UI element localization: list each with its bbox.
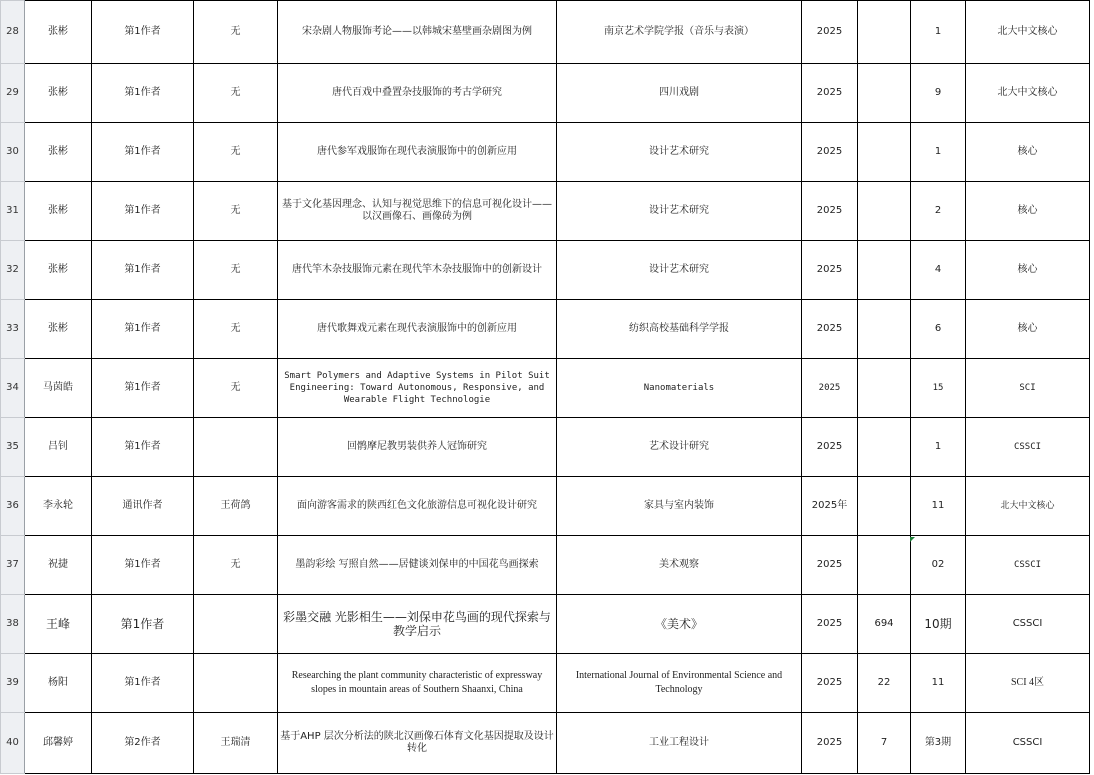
author-cell[interactable]: 吕钊 — [25, 418, 92, 477]
journal-cell[interactable]: Nanomaterials — [557, 359, 802, 418]
author-role-cell[interactable]: 第1作者 — [92, 64, 194, 123]
paper-title-cell[interactable]: 面向游客需求的陕西红色文化旅游信息可视化设计研究 — [278, 477, 557, 536]
issue-cell[interactable]: 15 — [911, 359, 966, 418]
issue-cell[interactable]: 9 — [911, 64, 966, 123]
table-row — [1, 300, 1090, 359]
volume-cell[interactable] — [858, 300, 911, 359]
table-row — [1, 477, 1090, 536]
row-number[interactable]: 30 — [1, 123, 25, 182]
paper-title-cell[interactable]: 彩墨交融 光影相生——刘保申花鸟画的现代探索与教学启示 — [278, 595, 557, 654]
issue-cell[interactable]: 2 — [911, 182, 966, 241]
index-level-cell[interactable]: 核心 — [966, 123, 1090, 182]
author-cell[interactable]: 杨阳 — [25, 654, 92, 713]
index-level-cell[interactable]: SCI — [966, 359, 1090, 418]
table-row — [1, 1, 1090, 64]
paper-title-cell[interactable]: 唐代竿木杂技服饰元素在现代竿木杂技服饰中的创新设计 — [278, 241, 557, 300]
row-number[interactable]: 36 — [1, 477, 25, 536]
volume-cell[interactable] — [858, 359, 911, 418]
issue-cell[interactable]: 1 — [911, 1, 966, 64]
table-row — [1, 654, 1090, 713]
volume-cell[interactable] — [858, 536, 911, 595]
author-cell[interactable]: 张彬 — [25, 300, 92, 359]
author-role-cell[interactable]: 第1作者 — [92, 300, 194, 359]
corresponding-author-cell[interactable]: 无 — [194, 300, 278, 359]
author-role-cell[interactable]: 第1作者 — [92, 1, 194, 64]
journal-cell[interactable]: 美术观察 — [557, 536, 802, 595]
corresponding-author-cell[interactable]: 无 — [194, 182, 278, 241]
row-number[interactable]: 38 — [1, 595, 25, 654]
corresponding-author-cell[interactable]: 王瑞清 — [194, 713, 278, 774]
author-cell[interactable]: 祝捷 — [25, 536, 92, 595]
row-number[interactable]: 40 — [1, 713, 25, 774]
row-number[interactable]: 33 — [1, 300, 25, 359]
issue-cell[interactable]: 1 — [911, 123, 966, 182]
issue-cell[interactable]: 1 — [911, 418, 966, 477]
year-cell[interactable]: 2025 — [802, 300, 858, 359]
table-row — [1, 182, 1090, 241]
index-level-cell[interactable]: SCI 4区 — [966, 654, 1090, 713]
issue-cell[interactable]: 第3期 — [911, 713, 966, 774]
author-role-cell[interactable]: 第1作者 — [92, 654, 194, 713]
year-cell[interactable]: 2025 — [802, 595, 858, 654]
issue-cell[interactable]: 11 — [911, 477, 966, 536]
row-number[interactable]: 39 — [1, 654, 25, 713]
corresponding-author-cell[interactable]: 无 — [194, 123, 278, 182]
corresponding-author-cell[interactable] — [194, 595, 278, 654]
author-cell[interactable]: 邱馨婷 — [25, 713, 92, 774]
index-level-cell[interactable]: 北大中文核心 — [966, 477, 1090, 536]
author-role-cell[interactable]: 第1作者 — [92, 418, 194, 477]
corresponding-author-cell[interactable]: 无 — [194, 536, 278, 595]
paper-title-cell[interactable]: Researching the plant community characteristic of expressway slopes in mountain areas of Southern Shaanxi, China — [278, 654, 557, 713]
journal-cell[interactable]: 南京艺术学院学报（音乐与表演） — [557, 1, 802, 64]
row-number[interactable]: 35 — [1, 418, 25, 477]
corresponding-author-cell[interactable] — [194, 418, 278, 477]
table-row — [1, 64, 1090, 123]
journal-cell[interactable]: 四川戏剧 — [557, 64, 802, 123]
paper-title-cell[interactable]: 唐代参军戏服饰在现代表演服饰中的创新应用 — [278, 123, 557, 182]
volume-cell[interactable] — [858, 1, 911, 64]
paper-title-cell[interactable]: 宋杂剧人物服饰考论——以韩城宋墓壁画杂剧图为例 — [278, 1, 557, 64]
author-role-cell[interactable]: 第1作者 — [92, 595, 194, 654]
journal-cell[interactable]: 纺织高校基础科学学报 — [557, 300, 802, 359]
corresponding-author-cell[interactable]: 无 — [194, 64, 278, 123]
corresponding-author-cell[interactable]: 无 — [194, 359, 278, 418]
journal-cell[interactable]: 艺术设计研究 — [557, 418, 802, 477]
issue-cell[interactable]: 6 — [911, 300, 966, 359]
volume-cell[interactable]: 7 — [858, 713, 911, 774]
author-role-cell[interactable]: 通讯作者 — [92, 477, 194, 536]
table-row — [1, 713, 1090, 774]
table-row — [1, 359, 1090, 418]
author-cell[interactable]: 张彬 — [25, 64, 92, 123]
row-number[interactable]: 31 — [1, 182, 25, 241]
index-level-cell[interactable]: 核心 — [966, 182, 1090, 241]
table-row — [1, 123, 1090, 182]
author-cell[interactable]: 张彬 — [25, 182, 92, 241]
volume-cell[interactable] — [858, 477, 911, 536]
row-number[interactable]: 37 — [1, 536, 25, 595]
issue-cell[interactable]: 02 — [911, 536, 966, 595]
volume-cell[interactable] — [858, 418, 911, 477]
volume-cell[interactable]: 22 — [858, 654, 911, 713]
author-role-cell[interactable]: 第1作者 — [92, 182, 194, 241]
issue-cell[interactable]: 10期 — [911, 595, 966, 654]
volume-cell[interactable] — [858, 241, 911, 300]
paper-title-cell[interactable]: 墨韵彩绘 写照自然——居健谈刘保申的中国花鸟画探索 — [278, 536, 557, 595]
volume-cell[interactable]: 694 — [858, 595, 911, 654]
table-row — [1, 418, 1090, 477]
journal-cell[interactable]: 设计艺术研究 — [557, 182, 802, 241]
journal-cell[interactable]: 设计艺术研究 — [557, 123, 802, 182]
index-level-cell[interactable]: CSSCI — [966, 713, 1090, 774]
table-row — [1, 241, 1090, 300]
volume-cell[interactable] — [858, 64, 911, 123]
journal-cell[interactable]: 《美术》 — [557, 595, 802, 654]
author-role-cell[interactable]: 第1作者 — [92, 536, 194, 595]
index-level-cell[interactable]: 核心 — [966, 300, 1090, 359]
author-cell[interactable]: 张彬 — [25, 123, 92, 182]
author-role-cell[interactable]: 第1作者 — [92, 123, 194, 182]
year-cell[interactable]: 2025 — [802, 182, 858, 241]
table-row — [1, 536, 1090, 595]
corresponding-author-cell[interactable] — [194, 654, 278, 713]
year-cell[interactable]: 2025 — [802, 1, 858, 64]
year-cell[interactable]: 2025 — [802, 359, 858, 418]
row-number[interactable]: 29 — [1, 64, 25, 123]
issue-cell[interactable]: 4 — [911, 241, 966, 300]
year-cell[interactable]: 2025 — [802, 241, 858, 300]
corresponding-author-cell[interactable]: 无 — [194, 241, 278, 300]
author-cell[interactable]: 王峰 — [25, 595, 92, 654]
year-cell[interactable]: 2025 — [802, 123, 858, 182]
volume-cell[interactable] — [858, 123, 911, 182]
author-cell[interactable]: 李永轮 — [25, 477, 92, 536]
index-level-cell[interactable]: 核心 — [966, 241, 1090, 300]
paper-title-cell[interactable]: 回鹘摩尼教男装供养人冠饰研究 — [278, 418, 557, 477]
comment-indicator — [910, 537, 915, 542]
year-cell[interactable]: 2025 — [802, 64, 858, 123]
paper-title-cell[interactable]: 基于文化基因理念、认知与视觉思维下的信息可视化设计——以汉画像石、画像砖为例 — [278, 182, 557, 241]
journal-cell[interactable]: 工业工程设计 — [557, 713, 802, 774]
journal-cell[interactable]: International Journal of Environmental Science and Technology — [557, 654, 802, 713]
paper-title-cell[interactable]: 唐代百戏中叠置杂技服饰的考古学研究 — [278, 64, 557, 123]
author-cell[interactable]: 马茵皓 — [25, 359, 92, 418]
year-cell[interactable]: 2025 — [802, 654, 858, 713]
author-role-cell[interactable]: 第1作者 — [92, 359, 194, 418]
row-number[interactable]: 32 — [1, 241, 25, 300]
author-role-cell[interactable]: 第2作者 — [92, 713, 194, 774]
volume-cell[interactable] — [858, 182, 911, 241]
year-cell[interactable]: 2025 — [802, 418, 858, 477]
index-level-cell[interactable]: CSSCI — [966, 536, 1090, 595]
row-number[interactable]: 28 — [1, 1, 25, 64]
journal-cell[interactable]: 设计艺术研究 — [557, 241, 802, 300]
corresponding-author-cell[interactable]: 王荷鸽 — [194, 477, 278, 536]
paper-title-cell[interactable]: 唐代歌舞戏元素在现代表演服饰中的创新应用 — [278, 300, 557, 359]
index-level-cell[interactable]: 北大中文核心 — [966, 64, 1090, 123]
row-number[interactable]: 34 — [1, 359, 25, 418]
author-role-cell[interactable]: 第1作者 — [92, 241, 194, 300]
author-cell[interactable]: 张彬 — [25, 241, 92, 300]
corresponding-author-cell[interactable]: 无 — [194, 1, 278, 64]
author-cell[interactable]: 张彬 — [25, 1, 92, 64]
year-cell[interactable]: 2025 — [802, 713, 858, 774]
year-cell[interactable]: 2025 — [802, 536, 858, 595]
journal-cell[interactable]: 家具与室内装饰 — [557, 477, 802, 536]
table-row — [1, 595, 1090, 654]
index-level-cell[interactable]: CSSCI — [966, 595, 1090, 654]
index-level-cell[interactable]: CSSCI — [966, 418, 1090, 477]
index-level-cell[interactable]: 北大中文核心 — [966, 1, 1090, 64]
issue-cell[interactable]: 11 — [911, 654, 966, 713]
paper-title-cell[interactable]: 基于AHP 层次分析法的陕北汉画像石体育文化基因提取及设计转化 — [278, 713, 557, 774]
paper-title-cell[interactable]: Smart Polymers and Adaptive Systems in Pilot Suit Engineering: Toward Autonomous, Responsive, and Wearable Flight Technologie — [278, 359, 557, 418]
year-cell[interactable]: 2025年 — [802, 477, 858, 536]
